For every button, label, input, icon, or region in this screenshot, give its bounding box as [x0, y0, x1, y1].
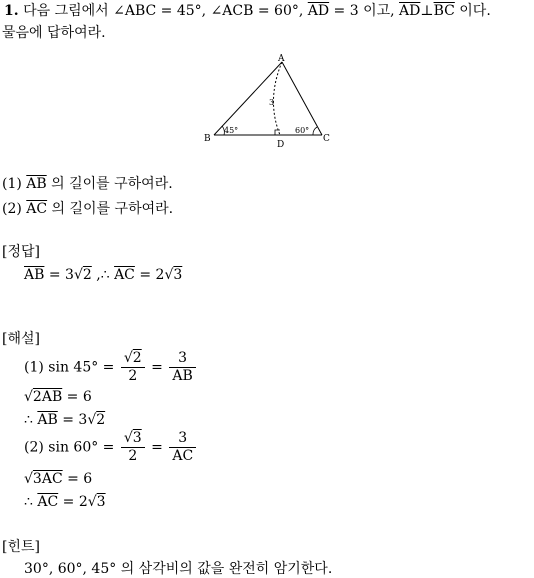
problem-text-c: 이다. — [454, 3, 491, 19]
fraction-3-over-ac: $\frac{3}{AC}$ — [169, 430, 196, 465]
q2-text: 의 길이를 구하여라. — [47, 201, 174, 217]
answer-eq1: = 3 — [44, 267, 74, 283]
label-a: A — [278, 54, 285, 64]
solution-step-5: √3AC = 6 — [24, 471, 93, 487]
triangle-figure — [196, 52, 336, 152]
segment-ad: $\overline{AD}$ — [307, 3, 330, 19]
q2-number: (2) — [2, 201, 27, 217]
problem-line-2: 물음에 답하여라. — [2, 25, 106, 41]
problem-text-b: = 3 이고, — [329, 3, 400, 19]
angle-c-label: 60° — [295, 126, 310, 135]
problem-line-1 — [4, 2, 491, 20]
label-b: B — [204, 134, 211, 144]
label-c: C — [323, 134, 330, 144]
segment-bc: $\overline{BC}$ — [433, 3, 455, 19]
q2-segment: $\overline{AC}$ — [26, 201, 48, 217]
fraction-sqrt3-over-2: $\frac{√3}{2}$ — [121, 430, 145, 465]
answer-header: [정답] — [2, 244, 40, 260]
length-ad-label: 3 — [269, 98, 275, 107]
altitude-ad — [273, 62, 282, 135]
solution-step-6: ∴ $\overline{AC} = 2√3$ — [24, 494, 106, 510]
solution-step-3: ∴ $\overline{AB} = 3√2$ — [24, 412, 106, 428]
solution-header: [해설] — [2, 331, 40, 347]
hint-text: 30°, 60°, 45° 의 삼각비의 값을 완전히 암기한다. — [24, 561, 333, 577]
hint-header: [힌트] — [2, 539, 40, 555]
fraction-3-over-ab: $\frac{3}{AB}$ — [169, 350, 195, 385]
perp-symbol: ⊥ — [420, 3, 434, 19]
solution-step-4: (2) sin 60° = $\frac{√3}{2}$ = $\frac{3}{AC}$ — [24, 430, 198, 465]
problem-text-a: 다음 그림에서 ∠ABC = 45°, ∠ACB = 60°, — [23, 3, 308, 19]
answer-line — [24, 266, 182, 284]
q1-segment: $\overline{AB}$ — [26, 176, 47, 192]
side-ac — [282, 62, 322, 135]
sqrt-2: √2 — [73, 267, 92, 283]
fraction-sqrt2-over-2: $\frac{√2}{2}$ — [121, 350, 145, 385]
answer-ac: $\overline{AC}$ — [114, 267, 135, 283]
q1-number: (1) — [2, 176, 27, 192]
angle-b-label: 45° — [224, 126, 239, 135]
answer-ab: $\overline{AB}$ — [24, 267, 45, 283]
q1-text: 의 길이를 구하여라. — [46, 176, 173, 192]
problem-number: 1. — [4, 3, 19, 19]
segment-ad-2: $\overline{AD}$ — [399, 3, 421, 19]
solution-step-1: (1) sin 45° = $\frac{√2}{2}$ = $\frac{3}{AB}$ — [24, 350, 198, 385]
solution-step-2: √2AB = 6 — [24, 389, 92, 405]
answer-eq2: = 2 — [134, 267, 165, 283]
answer-sep: ,∴ — [91, 267, 115, 283]
angle-c-arc — [313, 127, 317, 135]
label-d: D — [277, 140, 285, 150]
question-1 — [2, 175, 173, 193]
sqrt-3: √3 — [164, 267, 183, 283]
question-2 — [2, 200, 173, 218]
